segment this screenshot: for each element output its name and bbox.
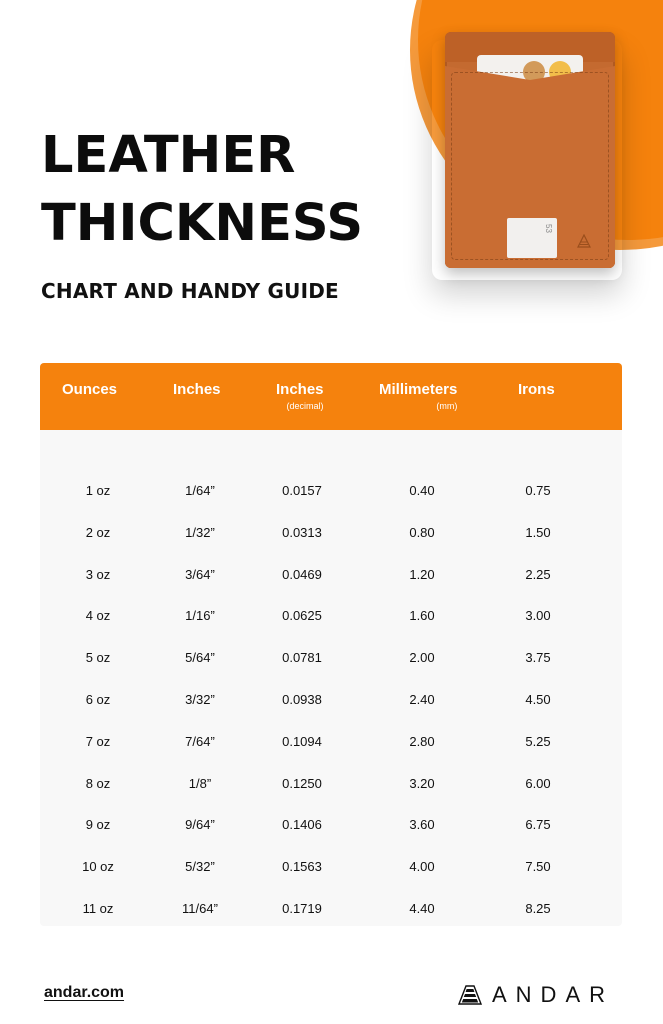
wallet-pull-slot bbox=[507, 218, 557, 258]
cell-millimeters: 4.40 bbox=[409, 901, 435, 916]
cell-irons: 6.00 bbox=[525, 775, 551, 791]
cell-inches-decimal: 0.0781 bbox=[282, 650, 322, 666]
brand-name: ANDAR bbox=[492, 982, 615, 1007]
cell-inches: 7/64” bbox=[185, 733, 215, 749]
column-sublabel: (mm) bbox=[436, 401, 458, 411]
table-row bbox=[40, 692, 622, 712]
cell-millimeters: 0.80 bbox=[409, 524, 435, 540]
table-row bbox=[40, 567, 622, 587]
column-header-inches-decimal bbox=[276, 381, 324, 411]
cell-millimeters: 1.20 bbox=[409, 566, 435, 582]
andar-logo-icon bbox=[458, 985, 482, 1005]
cell-inches-decimal: 0.0157 bbox=[282, 483, 322, 498]
column-label: Inches bbox=[173, 381, 221, 398]
cell-inches-decimal: 0.1406 bbox=[282, 817, 322, 833]
cell-irons: 3.00 bbox=[525, 608, 551, 624]
cell-inches-decimal: 0.1563 bbox=[282, 859, 322, 875]
cell-ounces: 7 oz bbox=[85, 733, 111, 749]
cell-inches: 3/32” bbox=[185, 692, 215, 707]
table-row bbox=[40, 817, 622, 837]
cell-inches-decimal: 0.0625 bbox=[282, 608, 322, 624]
column-label: Millimeters bbox=[379, 381, 458, 398]
cell-irons: 2.25 bbox=[525, 566, 551, 582]
cell-irons: 5.25 bbox=[525, 733, 551, 749]
column-header-inches bbox=[173, 381, 221, 398]
website-link[interactable]: andar.com bbox=[44, 984, 125, 1001]
cell-millimeters: 4.00 bbox=[409, 859, 435, 875]
column-sublabel: (decimal) bbox=[286, 401, 324, 411]
page-title-line-1: LEATHER bbox=[41, 126, 296, 185]
cell-ounces: 1 oz bbox=[85, 483, 111, 498]
andar-emboss-icon bbox=[577, 234, 591, 248]
cell-irons: 3.75 bbox=[525, 650, 551, 666]
table-header bbox=[40, 363, 622, 430]
table-row bbox=[40, 734, 622, 754]
cell-ounces: 6 oz bbox=[85, 692, 111, 707]
cell-inches: 11/64” bbox=[182, 901, 218, 916]
cell-ounces: 8 oz bbox=[85, 775, 111, 791]
cell-inches: 5/64” bbox=[185, 650, 215, 666]
cell-millimeters: 3.60 bbox=[409, 817, 435, 833]
column-label: Ounces bbox=[62, 381, 118, 398]
cell-inches-decimal: 0.0313 bbox=[282, 524, 322, 540]
cell-ounces: 10 oz bbox=[82, 859, 114, 875]
wallet-photo bbox=[445, 32, 615, 268]
cell-irons: 7.50 bbox=[525, 859, 551, 875]
cell-ounces: 11 oz bbox=[82, 901, 114, 916]
cell-inches: 1/8” bbox=[188, 775, 212, 791]
cell-millimeters: 2.80 bbox=[409, 733, 435, 749]
cell-ounces: 5 oz bbox=[85, 650, 111, 666]
cell-ounces: 9 oz bbox=[85, 817, 111, 833]
table-row bbox=[40, 608, 622, 628]
thickness-table bbox=[40, 363, 622, 926]
cell-irons: 1.50 bbox=[525, 524, 551, 540]
table-row bbox=[40, 901, 622, 921]
cell-inches-decimal: 0.0469 bbox=[282, 566, 322, 582]
table-row bbox=[40, 483, 622, 503]
cell-inches: 9/64” bbox=[185, 817, 215, 833]
cell-inches: 5/32” bbox=[185, 859, 215, 875]
table-row bbox=[40, 859, 622, 879]
cell-irons: 6.75 bbox=[525, 817, 551, 833]
cell-ounces: 3 oz bbox=[85, 566, 111, 582]
column-label: Inches bbox=[276, 381, 324, 398]
page-title-line-2: THICKNESS bbox=[41, 194, 364, 253]
cell-millimeters: 1.60 bbox=[409, 608, 435, 624]
table-row bbox=[40, 650, 622, 670]
cell-millimeters: 3.20 bbox=[409, 775, 435, 791]
card-number-fragment: 53 bbox=[544, 224, 554, 233]
cell-millimeters: 2.00 bbox=[409, 650, 435, 666]
brand-logo bbox=[458, 982, 614, 1008]
cell-inches-decimal: 0.0938 bbox=[282, 692, 322, 707]
cell-irons: 4.50 bbox=[525, 692, 551, 707]
cell-millimeters: 2.40 bbox=[409, 692, 435, 707]
table-row bbox=[40, 525, 622, 545]
cell-millimeters: 0.40 bbox=[409, 483, 435, 498]
cell-irons: 0.75 bbox=[525, 483, 551, 498]
cell-inches: 1/32” bbox=[185, 524, 215, 540]
column-header-millimeters bbox=[379, 381, 457, 411]
cell-ounces: 2 oz bbox=[85, 524, 111, 540]
page-subtitle: CHART AND HANDY GUIDE bbox=[41, 279, 339, 303]
cell-ounces: 4 oz bbox=[85, 608, 111, 624]
column-header-irons bbox=[518, 381, 555, 398]
cell-inches: 1/64” bbox=[185, 483, 215, 498]
column-header-ounces bbox=[62, 381, 117, 398]
cell-inches-decimal: 0.1250 bbox=[282, 775, 322, 791]
cell-inches-decimal: 0.1719 bbox=[282, 901, 322, 916]
cell-inches: 1/16” bbox=[185, 608, 215, 624]
table-row bbox=[40, 776, 622, 796]
column-label: Irons bbox=[518, 381, 555, 398]
cell-irons: 8.25 bbox=[525, 901, 551, 916]
cell-inches: 3/64” bbox=[185, 566, 215, 582]
cell-inches-decimal: 0.1094 bbox=[282, 733, 322, 749]
